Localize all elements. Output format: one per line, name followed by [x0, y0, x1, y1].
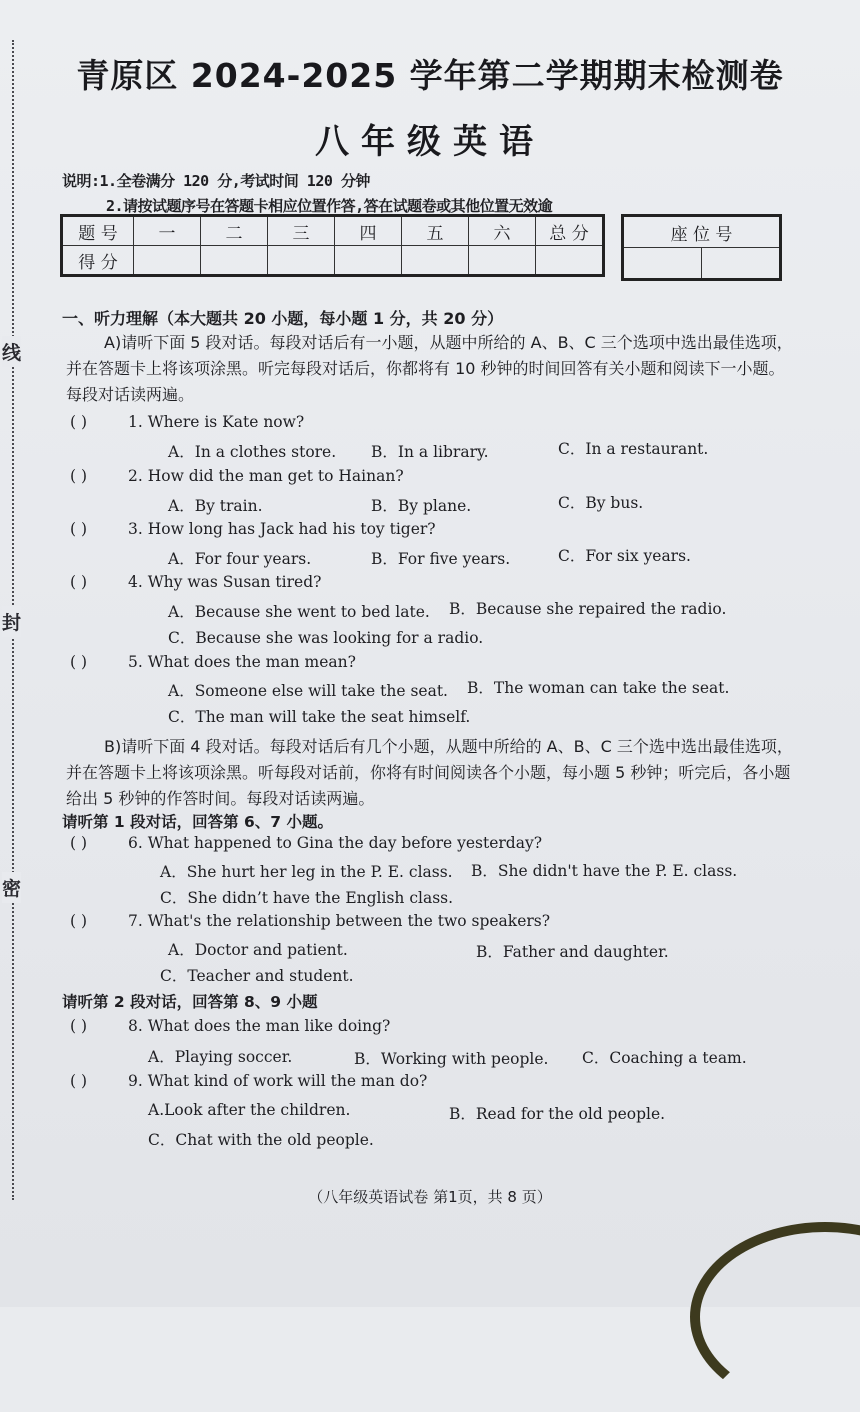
binding-char-xian: 线 — [2, 336, 21, 367]
answer-blank[interactable]: ( ) — [70, 653, 88, 671]
option-c[interactable]: C．By bus. — [558, 494, 644, 512]
score-cell[interactable] — [402, 246, 469, 276]
question-text: Where is Kate now? — [147, 413, 305, 431]
question-text: What does the man like doing? — [147, 1017, 391, 1035]
answer-blank[interactable]: ( ) — [70, 834, 88, 852]
exam-note-2: 2.请按试题序号在答题卡相应位置作答,答在试题卷或其他位置无效逾 — [106, 197, 553, 215]
option-b[interactable]: B．Working with people. — [354, 1050, 549, 1068]
section-heading: 一、听力理解（本大题共 20 小题，每小题 1 分，共 20 分） — [62, 309, 504, 328]
answer-blank[interactable]: ( ) — [70, 413, 88, 431]
answer-blank[interactable]: ( ) — [70, 912, 88, 930]
question-1 — [70, 413, 304, 431]
score-header-cell: 五 — [402, 216, 469, 246]
question-text: What's the relationship between the two speakers? — [147, 912, 551, 930]
score-cell[interactable] — [469, 246, 536, 276]
score-cell[interactable] — [536, 246, 604, 276]
option-c[interactable]: C．In a restaurant. — [558, 440, 709, 458]
question-text: What kind of work will the man do? — [147, 1072, 428, 1090]
answer-blank[interactable]: ( ) — [70, 467, 88, 485]
option-a[interactable]: A．Because she went to bed late. — [168, 603, 430, 621]
binding-char-feng: 封 — [2, 606, 21, 637]
option-b[interactable]: B．She didn't have the P. E. class. — [471, 862, 738, 880]
option-a[interactable]: A．For four years. — [168, 550, 312, 568]
option-a[interactable]: A．Doctor and patient. — [168, 941, 348, 959]
option-b[interactable]: B．The woman can take the seat. — [467, 679, 730, 697]
part-b-instructions: B)请听下面 4 段对话。每段对话后有几个小题，从题中所给的 A、B、C 三个选中选出最佳选项，并在答题卡上将该项涂黑。听每段对话前，你将有时间阅读各个小题，每小题 5 秒钟；听完后，各小题给出 5 秒钟的作答时间。每段对话读两遍。 — [66, 737, 793, 808]
question-9 — [70, 1072, 427, 1090]
question-8 — [70, 1017, 390, 1035]
score-cell[interactable] — [268, 246, 335, 276]
group-heading-1: 请听第 1 段对话，回答第 6、7 小题。 — [62, 813, 333, 831]
group-heading-2: 请听第 2 段对话，回答第 8、9 小题 — [62, 993, 318, 1011]
question-number: 8. — [128, 1017, 143, 1035]
option-a[interactable]: A．Playing soccer. — [148, 1048, 293, 1066]
question-6 — [70, 834, 542, 852]
option-a[interactable]: A．By train. — [168, 497, 263, 515]
score-header-cell: 总 分 — [536, 216, 604, 246]
question-number: 3. — [128, 520, 143, 538]
question-number: 9. — [128, 1072, 143, 1090]
seat-table — [621, 214, 782, 281]
question-2 — [70, 467, 404, 485]
question-number: 2. — [128, 467, 143, 485]
part-a-instructions: A)请听下面 5 段对话。每段对话后有一小题，从题中所给的 A、B、C 三个选项中选出最佳选项，并在答题卡上将该项涂黑。听完每段对话后，你都将有 10 秒钟的时间回答有关小题和阅读下一小题。每段对话读两遍。 — [66, 333, 793, 404]
score-table — [60, 214, 605, 277]
answer-blank[interactable]: ( ) — [70, 1072, 88, 1090]
question-3 — [70, 520, 436, 538]
answer-blank[interactable]: ( ) — [70, 573, 88, 591]
question-text: How did the man get to Hainan? — [147, 467, 404, 485]
option-c[interactable]: C．Chat with the old people. — [148, 1131, 374, 1149]
cord-decoration — [690, 1222, 860, 1412]
option-a[interactable]: A．Someone else will take the seat. — [168, 682, 448, 700]
question-number: 7. — [128, 912, 143, 930]
score-header-cell: 题 号 — [62, 216, 134, 246]
option-b[interactable]: B．Read for the old people. — [449, 1105, 666, 1123]
question-text: What does the man mean? — [147, 653, 356, 671]
question-number: 6. — [128, 834, 143, 852]
option-b[interactable]: B．Father and daughter. — [476, 943, 669, 961]
option-b[interactable]: B．Because she repaired the radio. — [449, 600, 727, 618]
option-a[interactable]: A．She hurt her leg in the P. E. class. — [160, 863, 453, 881]
score-header-cell: 一 — [134, 216, 201, 246]
question-7 — [70, 912, 550, 930]
question-text: What happened to Gina the day before yesterday? — [147, 834, 543, 852]
score-header-cell: 二 — [201, 216, 268, 246]
option-b[interactable]: B．In a library. — [371, 443, 489, 461]
seat-cell[interactable] — [702, 248, 781, 280]
option-b[interactable]: B．By plane. — [371, 497, 472, 515]
answer-blank[interactable]: ( ) — [70, 520, 88, 538]
question-5 — [70, 653, 356, 671]
option-b[interactable]: B．For five years. — [371, 550, 511, 568]
question-text: How long has Jack had his toy tiger? — [147, 520, 436, 538]
exam-subtitle: 八年级英语 — [315, 122, 545, 162]
score-cell[interactable] — [201, 246, 268, 276]
exam-note-1: 说明:1.全卷满分 120 分,考试时间 120 分钟 — [62, 172, 370, 190]
option-c[interactable]: C．Because she was looking for a radio. — [168, 629, 484, 647]
question-number: 1. — [128, 413, 143, 431]
seat-label: 座 位 号 — [623, 216, 781, 248]
question-4 — [70, 573, 321, 591]
question-number: 5. — [128, 653, 143, 671]
score-cell[interactable] — [134, 246, 201, 276]
option-a[interactable]: A.Look after the children. — [148, 1101, 351, 1119]
score-cell[interactable] — [335, 246, 402, 276]
answer-blank[interactable]: ( ) — [70, 1017, 88, 1035]
seat-cell[interactable] — [623, 248, 702, 280]
exam-title: 青原区 2024-2025 学年第二学期期末检测卷 — [76, 56, 784, 95]
score-header-cell: 四 — [335, 216, 402, 246]
score-row-label: 得 分 — [62, 246, 134, 276]
question-number: 4. — [128, 573, 143, 591]
option-c[interactable]: C．Teacher and student. — [160, 967, 354, 985]
score-header-cell: 三 — [268, 216, 335, 246]
score-header-cell: 六 — [469, 216, 536, 246]
option-c[interactable]: C．For six years. — [558, 547, 691, 565]
option-c[interactable]: C．Coaching a team. — [582, 1049, 747, 1067]
question-text: Why was Susan tired? — [147, 573, 322, 591]
binding-char-mi: 密 — [2, 872, 21, 903]
option-a[interactable]: A．In a clothes store. — [168, 443, 337, 461]
page-footer: （八年级英语试卷 第1页，共 8 页） — [308, 1188, 552, 1206]
option-c[interactable]: C．She didn’t have the English class. — [160, 889, 454, 907]
option-c[interactable]: C．The man will take the seat himself. — [168, 708, 471, 726]
